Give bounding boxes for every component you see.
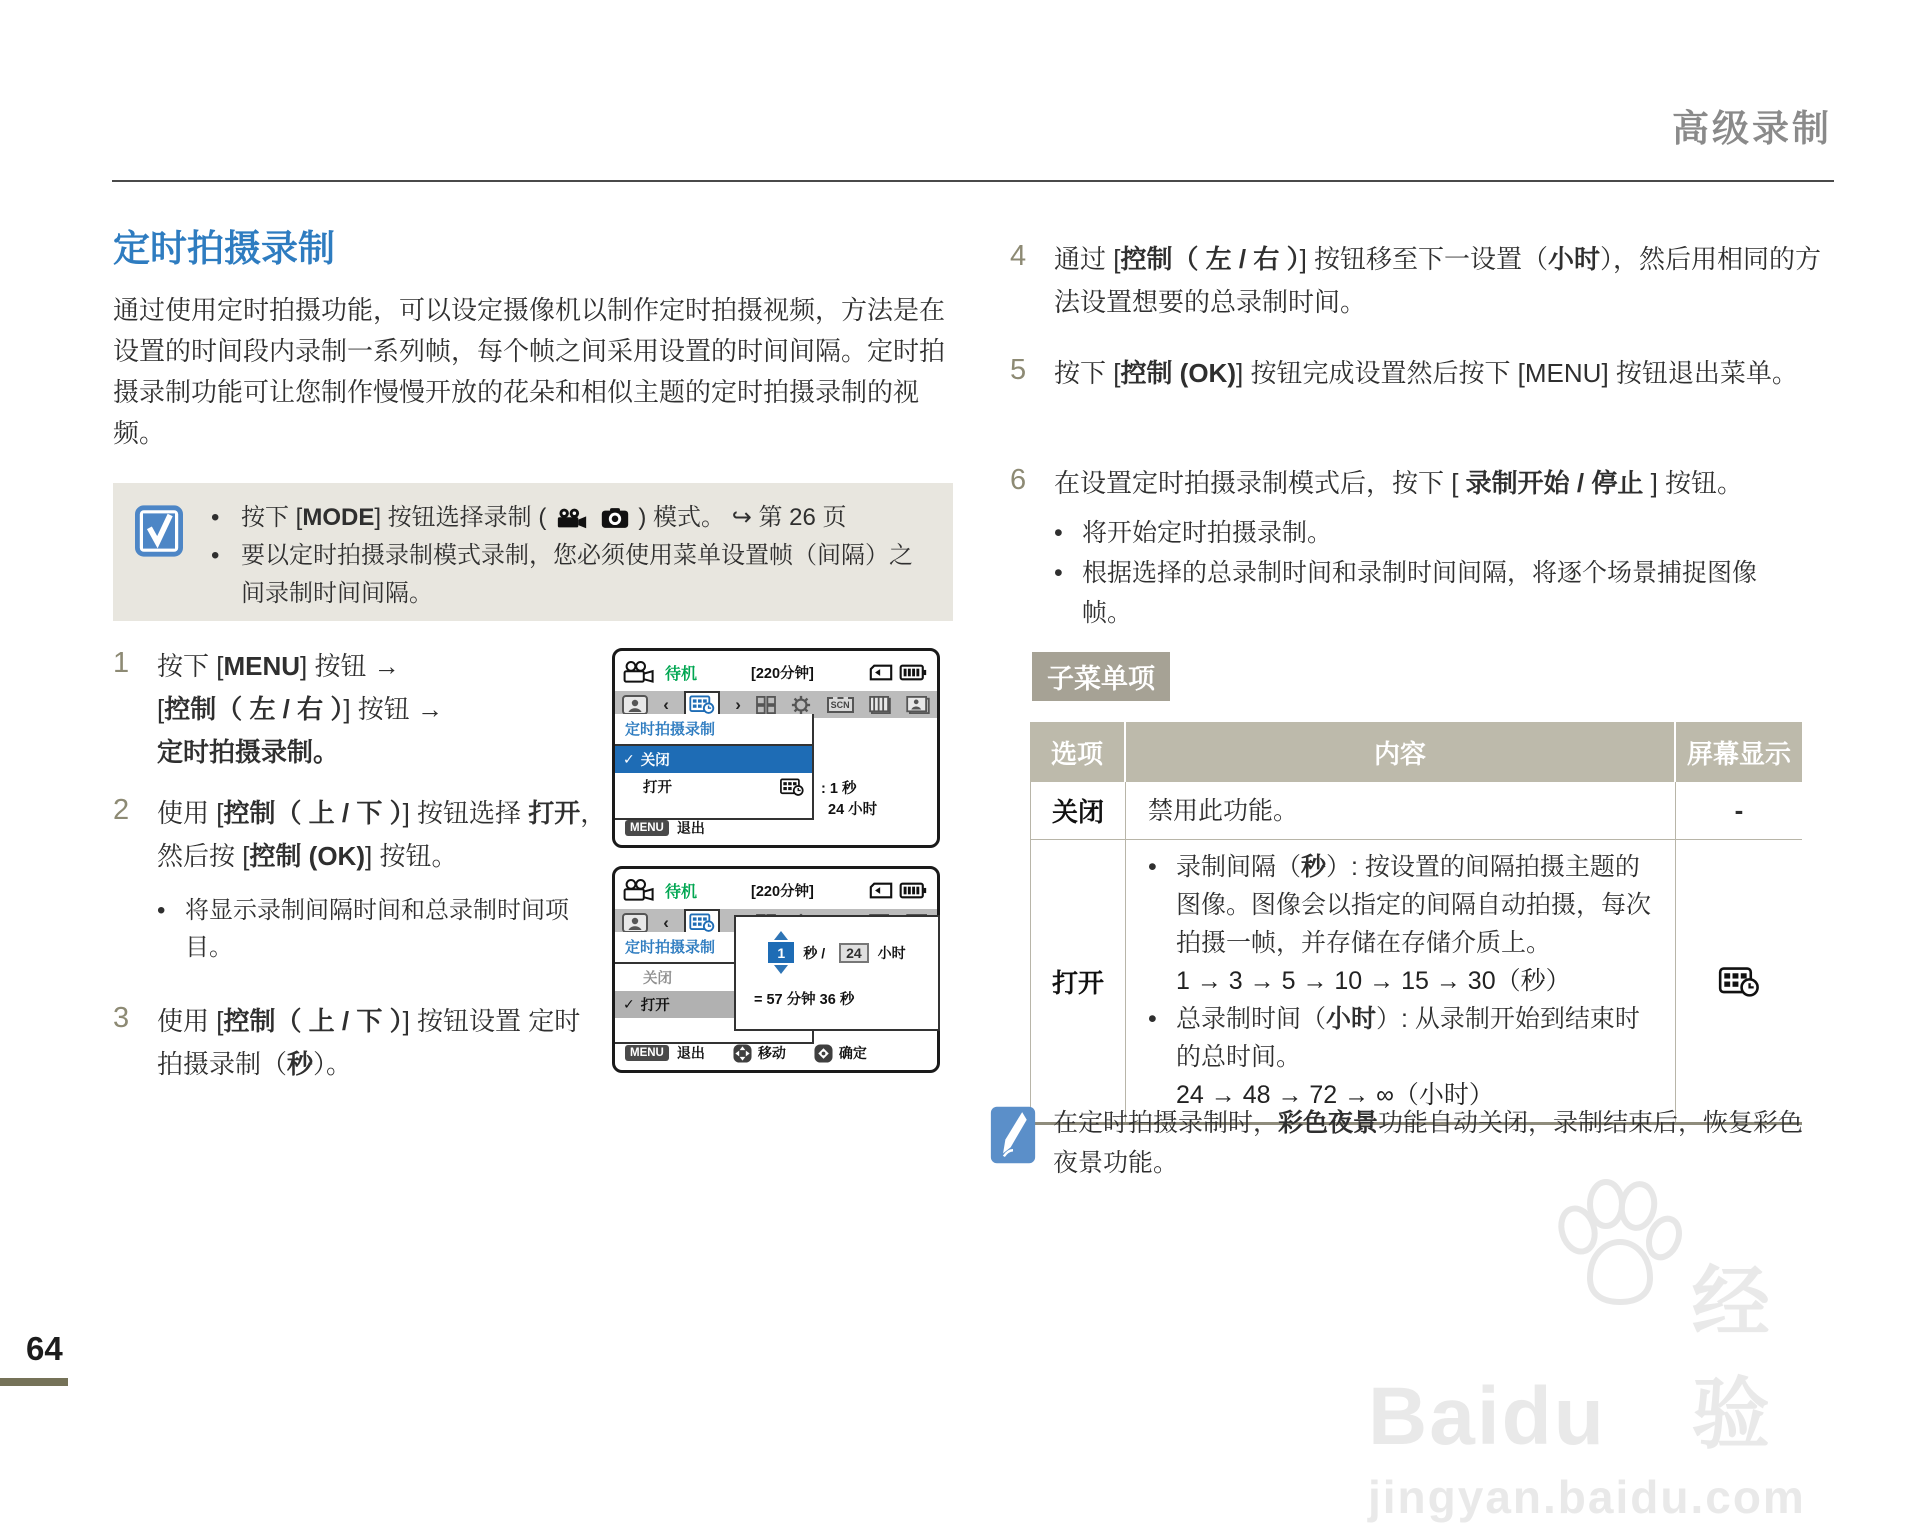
option-on: 打开 xyxy=(1030,840,1126,1122)
seconds-value: 1 xyxy=(768,942,794,963)
gear-tab-icon xyxy=(791,695,811,715)
grid-tab-icon xyxy=(756,696,776,714)
col-header-display: 屏幕显示 xyxy=(1686,738,1791,769)
chevron-right-icon: › xyxy=(735,695,741,714)
submenu-table xyxy=(1030,722,1802,1125)
menu-title: 定时拍摄录制 xyxy=(615,714,812,746)
camera-screen-1 xyxy=(612,648,940,848)
step-number: 4 xyxy=(1010,240,1027,272)
step-6 xyxy=(1010,462,1835,633)
battery-icon xyxy=(899,664,927,681)
screen-status-bar xyxy=(615,869,937,907)
hours-label: 小时 xyxy=(877,944,906,961)
menu-key-badge: MENU xyxy=(625,820,669,836)
bullet-dot: • xyxy=(1054,519,1063,547)
menu-item-off-selected xyxy=(615,746,812,773)
remaining-time: [220分钟] xyxy=(751,883,814,900)
note-bullet-1-post: ) 模式。 ↪ 第 26 页 xyxy=(638,504,847,531)
table-header-row xyxy=(1030,722,1802,782)
step-4-line: 通过 [控制（ 左 / 右 ）] 按钮移至下一设置（小时），然后用相同的方法设置想要的总录制时间。 xyxy=(1054,244,1822,317)
screen-footer xyxy=(625,818,705,838)
display-off: - xyxy=(1734,795,1744,825)
interval-values xyxy=(821,779,877,821)
camcorder-icon xyxy=(556,507,588,529)
step-2-bullet xyxy=(157,892,618,966)
menu-item-off-label: 关闭 xyxy=(643,971,672,987)
step-3 xyxy=(113,1000,618,1086)
person-tab-icon xyxy=(622,913,648,933)
header-rule xyxy=(112,180,1834,182)
memory-card-icon xyxy=(869,882,893,899)
arrow-up-icon xyxy=(774,931,788,940)
interval-seconds: : 1 秒 xyxy=(821,781,857,797)
submenu-badge: 子菜单项 xyxy=(1032,652,1170,701)
step-5 xyxy=(1010,352,1835,395)
note-bullet-1 xyxy=(211,499,931,537)
bullet-dot: • xyxy=(211,542,220,569)
scn-tab-icon: SCN xyxy=(827,697,854,713)
note-bullet-2-text: 要以定时拍摄录制模式录制，您必须使用菜单设置帧（间隔）之间录制时间间隔。 xyxy=(241,542,913,607)
standby-label: 待机 xyxy=(665,665,698,683)
step-2 xyxy=(113,792,618,966)
step-number: 3 xyxy=(113,1002,130,1034)
camcorder-icon xyxy=(623,878,655,902)
step-1-line-1: 按下 [MENU] 按钮 → xyxy=(157,651,400,681)
timelapse-icon xyxy=(780,778,804,796)
move-label: 移动 xyxy=(757,1045,786,1061)
timelapse-icon xyxy=(689,913,715,932)
baidu-paw-icon xyxy=(1546,1178,1686,1308)
seconds-sequence: 1 → 3 → 5 → 10 → 15 → 30（秒） xyxy=(1176,967,1571,995)
step-1-line-3: 定时拍摄录制。 xyxy=(157,737,340,767)
timelapse-icon xyxy=(689,695,715,714)
note-bullet-1-pre: 按下 [MODE] 按钮选择录制 ( xyxy=(241,504,547,531)
page-title: 定时拍摄录制 xyxy=(113,228,335,269)
watermark-brand-cn: 经验 xyxy=(1691,1258,1770,1458)
watermark-brand: Baidu xyxy=(1368,1371,1606,1462)
watermark-url: jingyan.baidu.com xyxy=(1368,1471,1806,1523)
bottom-note-text: 在定时拍摄录制时，彩色夜景功能自动关闭，录制结束后，恢复彩色夜景功能。 xyxy=(1053,1109,1804,1177)
move-joystick-icon xyxy=(733,1044,752,1063)
screen-status-bar xyxy=(615,651,937,689)
camera-screen-2 xyxy=(612,866,940,1073)
section-title: 高级录制 xyxy=(1672,108,1832,149)
content-bullet-2-text: 总录制时间（小时）: 从录制开始到结束时的总时间。 xyxy=(1176,1005,1640,1071)
step-number: 2 xyxy=(113,794,130,826)
exit-label: 退出 xyxy=(676,820,705,836)
ok-label: 确定 xyxy=(838,1045,867,1061)
col-header-content: 内容 xyxy=(1126,722,1676,782)
seconds-stepper xyxy=(768,931,794,974)
exit-label: 退出 xyxy=(676,1045,705,1061)
menu-key-badge: MENU xyxy=(625,1045,669,1061)
battery-icon xyxy=(899,882,927,899)
check-icon: ✓ xyxy=(623,996,635,1012)
step-1 xyxy=(113,645,603,774)
chevron-left-icon: ‹ xyxy=(663,695,669,714)
content-bullet-1-text: 录制间隔（秒）: 按设置的间隔拍摄主题的图像。图像会以指定的间隔自动拍摄，每次拍摄一帧，并存储在存储介质上。 xyxy=(1176,853,1652,957)
page-number-bar xyxy=(0,1378,68,1386)
step-number: 6 xyxy=(1010,464,1027,496)
bullet-dot: • xyxy=(211,504,220,531)
bullet-dot: • xyxy=(1148,853,1157,881)
menu-panel xyxy=(615,714,814,820)
hours-sequence: 24 → 48 → 72 → ∞（小时） xyxy=(1176,1081,1494,1109)
check-icon: ✓ xyxy=(623,751,635,767)
step-6-bullet-2-text: 根据选择的总录制时间和录制时间间隔，将逐个场景捕捉图像帧。 xyxy=(1082,559,1758,627)
page-number: 64 xyxy=(26,1330,63,1367)
total-time-value: = 57 分钟 36 秒 xyxy=(754,992,855,1008)
step-number: 1 xyxy=(113,647,130,679)
step-6-bullet-2 xyxy=(1054,553,1829,633)
person-tab-icon xyxy=(622,695,648,715)
camera-icon xyxy=(601,507,629,529)
standby-label: 待机 xyxy=(665,883,698,901)
menu-item-on xyxy=(615,773,812,800)
bullet-dot: • xyxy=(157,897,166,924)
step-number: 5 xyxy=(1010,354,1027,386)
step-2-bullet-text: 将显示录制间隔时间和总录制时间项目。 xyxy=(185,897,569,961)
content-on xyxy=(1126,840,1676,1122)
film-tab-icon xyxy=(869,696,891,714)
memory-card-icon xyxy=(869,664,893,681)
checkmark-icon xyxy=(135,505,183,557)
content-bullet-1 xyxy=(1148,848,1661,962)
bullet-dot: • xyxy=(1054,559,1063,587)
step-1-line-2: [控制（ 左 / 右 ）] 按钮 → xyxy=(157,694,444,724)
intro-paragraph: 通过使用定时拍摄功能，可以设定摄像机以制作定时拍摄视频，方法是在设置的时间段内录制一系列帧，每个帧之间采用设置的时间间隔。定时拍摄录制功能可让您制作慢慢开放的花朵和相似主题的定时拍摄录制的视频。 xyxy=(113,295,946,448)
menu-item-on-label: 打开 xyxy=(643,780,672,796)
note-box xyxy=(113,483,953,621)
note-bullet-2 xyxy=(211,537,931,613)
menu-item-off-label: 关闭 xyxy=(640,753,670,769)
menu-item-on-label: 打开 xyxy=(640,998,670,1014)
col-header-option: 选项 xyxy=(1030,722,1126,782)
display-tab-icon xyxy=(906,696,930,714)
note-bullet-list xyxy=(211,499,931,613)
step-6-bullet-1 xyxy=(1054,513,1829,553)
content-off: 禁用此功能。 xyxy=(1126,782,1676,839)
step-6-line: 在设置定时拍摄录制模式后，按下 [ 录制开始 / 停止 ] 按钮。 xyxy=(1054,468,1744,498)
step-2-line: 使用 [控制（ 上 / 下 ）] 按钮选择 打开，然后按 [控制 (OK)] 按钮。 xyxy=(157,798,607,871)
hours-value: 24 xyxy=(839,943,869,963)
option-off: 关闭 xyxy=(1030,782,1126,839)
table-row xyxy=(1030,840,1802,1125)
ok-button-icon xyxy=(814,1044,833,1063)
baidu-watermark xyxy=(1368,1240,1838,1524)
content-bullet-2 xyxy=(1148,1000,1661,1076)
interval-setting-popup xyxy=(734,915,940,1031)
camcorder-icon xyxy=(623,660,655,684)
step-6-bullet-1-text: 将开始定时拍摄录制。 xyxy=(1082,519,1333,547)
table-row xyxy=(1030,782,1802,840)
remaining-time: [220分钟] xyxy=(751,665,814,682)
bullet-dot: • xyxy=(1148,1005,1157,1033)
step-5-line: 按下 [控制 (OK)] 按钮完成设置然后按下 [MENU] 按钮退出菜单。 xyxy=(1054,358,1798,388)
menu-title: 定时拍摄录制 xyxy=(615,932,812,964)
arrow-down-icon xyxy=(774,965,788,974)
pen-note-icon xyxy=(990,1106,1036,1164)
step-3-line: 使用 [控制（ 上 / 下 ）] 按钮设置 定时拍摄录制（秒）。 xyxy=(157,1006,581,1079)
interval-hours: 24 小时 xyxy=(828,802,878,818)
display-on xyxy=(1676,840,1802,1122)
seconds-label: 秒 / xyxy=(803,944,826,961)
timelapse-icon xyxy=(1719,966,1759,997)
step-4 xyxy=(1010,238,1835,324)
chevron-left-icon: ‹ xyxy=(663,913,669,932)
screen-footer xyxy=(625,1043,925,1063)
